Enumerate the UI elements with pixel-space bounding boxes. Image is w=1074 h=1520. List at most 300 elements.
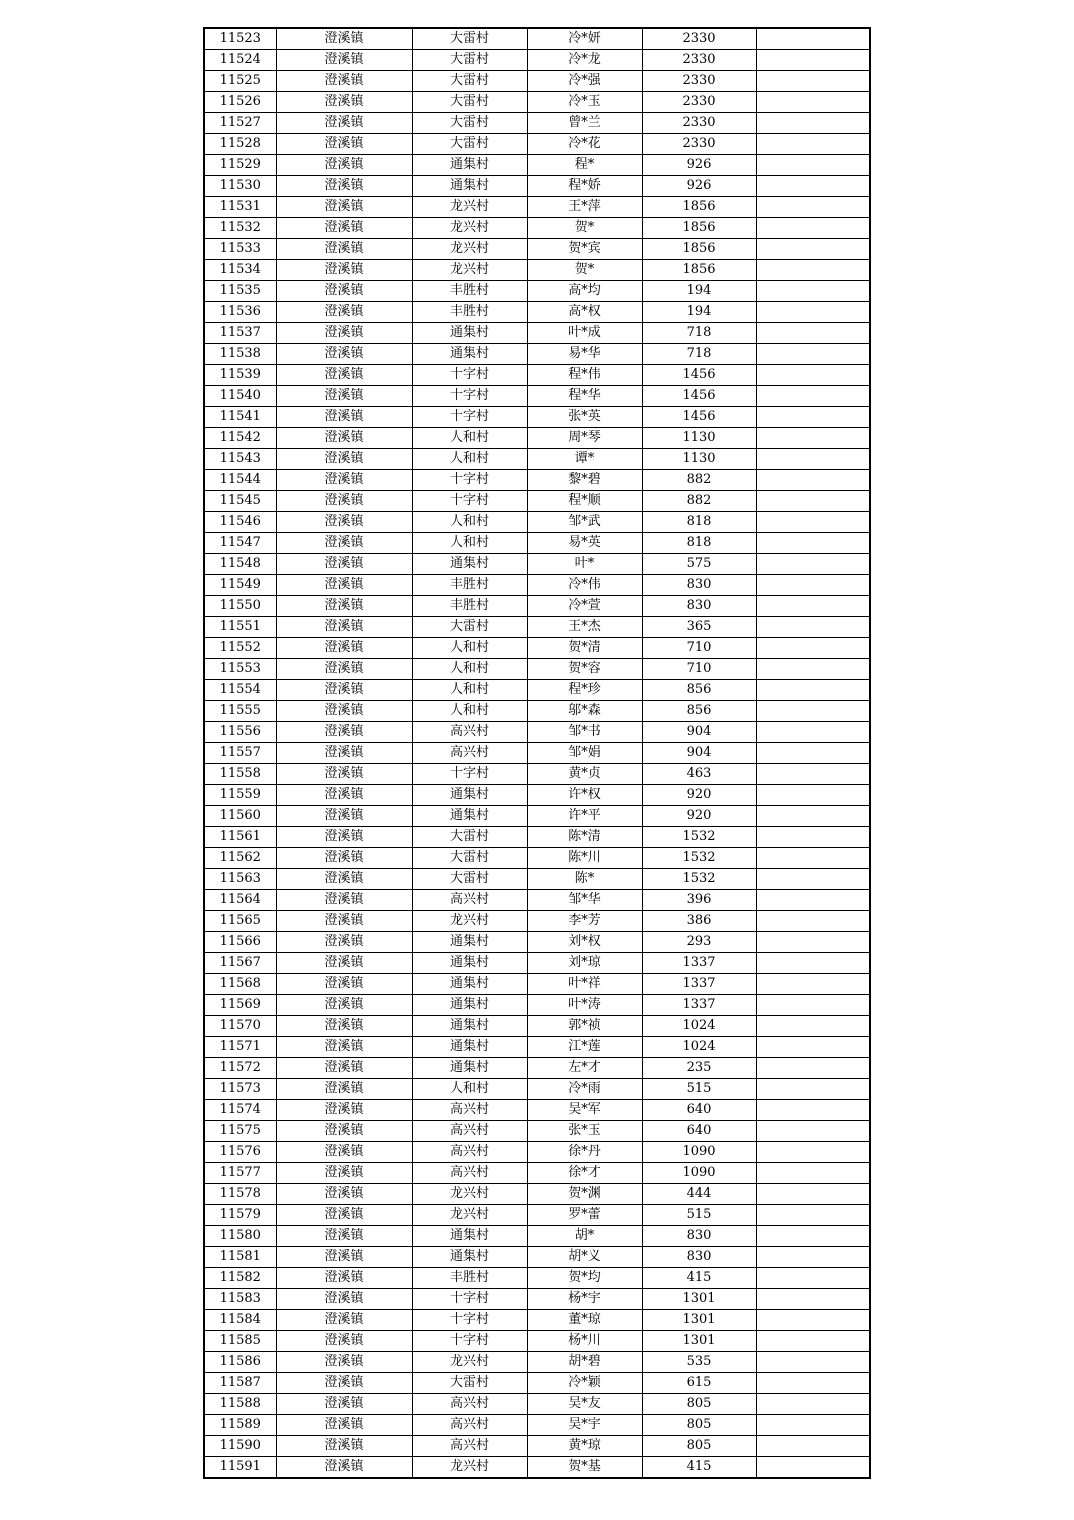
note-cell [756, 323, 870, 344]
town-cell: 澄溪镇 [276, 50, 412, 71]
amount-cell: 805 [642, 1415, 756, 1436]
row-number-cell: 11587 [204, 1373, 276, 1394]
name-cell: 王*萍 [527, 197, 642, 218]
table-row [204, 344, 870, 365]
table-row [204, 1457, 870, 1479]
note-cell [756, 386, 870, 407]
village-cell: 龙兴村 [412, 260, 527, 281]
village-cell: 十字村 [412, 470, 527, 491]
name-cell: 徐*才 [527, 1163, 642, 1184]
amount-cell: 920 [642, 806, 756, 827]
row-number-cell: 11591 [204, 1457, 276, 1479]
row-number-cell: 11546 [204, 512, 276, 533]
row-number-cell: 11569 [204, 995, 276, 1016]
note-cell [756, 407, 870, 428]
table-row [204, 1037, 870, 1058]
village-cell: 大雷村 [412, 134, 527, 155]
village-cell: 龙兴村 [412, 911, 527, 932]
name-cell: 胡*碧 [527, 1352, 642, 1373]
town-cell: 澄溪镇 [276, 1457, 412, 1479]
name-cell: 郭*祯 [527, 1016, 642, 1037]
village-cell: 通集村 [412, 1016, 527, 1037]
name-cell: 冷*颖 [527, 1373, 642, 1394]
town-cell: 澄溪镇 [276, 302, 412, 323]
table-row [204, 680, 870, 701]
table-row [204, 407, 870, 428]
amount-cell: 1532 [642, 869, 756, 890]
village-cell: 高兴村 [412, 1142, 527, 1163]
name-cell: 叶*祥 [527, 974, 642, 995]
name-cell: 吴*宇 [527, 1415, 642, 1436]
village-cell: 十字村 [412, 491, 527, 512]
note-cell [756, 134, 870, 155]
table-row [204, 1352, 870, 1373]
name-cell: 黄*琼 [527, 1436, 642, 1457]
note-cell [756, 239, 870, 260]
town-cell: 澄溪镇 [276, 743, 412, 764]
amount-cell: 830 [642, 1226, 756, 1247]
town-cell: 澄溪镇 [276, 1205, 412, 1226]
note-cell [756, 1226, 870, 1247]
amount-cell: 830 [642, 596, 756, 617]
row-number-cell: 11588 [204, 1394, 276, 1415]
amount-cell: 818 [642, 533, 756, 554]
town-cell: 澄溪镇 [276, 701, 412, 722]
row-number-cell: 11547 [204, 533, 276, 554]
town-cell: 澄溪镇 [276, 995, 412, 1016]
amount-cell: 818 [642, 512, 756, 533]
town-cell: 澄溪镇 [276, 1415, 412, 1436]
row-number-cell: 11567 [204, 953, 276, 974]
amount-cell: 2330 [642, 71, 756, 92]
table-row [204, 134, 870, 155]
village-cell: 通集村 [412, 974, 527, 995]
town-cell: 澄溪镇 [276, 1247, 412, 1268]
amount-cell: 1090 [642, 1163, 756, 1184]
town-cell: 澄溪镇 [276, 1352, 412, 1373]
town-cell: 澄溪镇 [276, 386, 412, 407]
row-number-cell: 11580 [204, 1226, 276, 1247]
note-cell [756, 1352, 870, 1373]
row-number-cell: 11585 [204, 1331, 276, 1352]
table-row [204, 638, 870, 659]
row-number-cell: 11570 [204, 1016, 276, 1037]
note-cell [756, 28, 870, 50]
row-number-cell: 11566 [204, 932, 276, 953]
name-cell: 高*权 [527, 302, 642, 323]
name-cell: 程*顺 [527, 491, 642, 512]
town-cell: 澄溪镇 [276, 1142, 412, 1163]
row-number-cell: 11555 [204, 701, 276, 722]
name-cell: 邹*武 [527, 512, 642, 533]
town-cell: 澄溪镇 [276, 911, 412, 932]
amount-cell: 365 [642, 617, 756, 638]
village-cell: 人和村 [412, 659, 527, 680]
village-cell: 人和村 [412, 533, 527, 554]
name-cell: 曾*兰 [527, 113, 642, 134]
name-cell: 胡*义 [527, 1247, 642, 1268]
amount-cell: 1532 [642, 848, 756, 869]
name-cell: 吴*友 [527, 1394, 642, 1415]
village-cell: 十字村 [412, 407, 527, 428]
row-number-cell: 11557 [204, 743, 276, 764]
table-row [204, 281, 870, 302]
village-cell: 人和村 [412, 638, 527, 659]
row-number-cell: 11575 [204, 1121, 276, 1142]
village-cell: 十字村 [412, 764, 527, 785]
town-cell: 澄溪镇 [276, 1058, 412, 1079]
table-row [204, 1226, 870, 1247]
town-cell: 澄溪镇 [276, 512, 412, 533]
village-cell: 高兴村 [412, 1121, 527, 1142]
amount-cell: 710 [642, 659, 756, 680]
table-row [204, 1121, 870, 1142]
name-cell: 程*珍 [527, 680, 642, 701]
village-cell: 大雷村 [412, 1373, 527, 1394]
note-cell [756, 911, 870, 932]
amount-cell: 415 [642, 1268, 756, 1289]
row-number-cell: 11533 [204, 239, 276, 260]
name-cell: 程*华 [527, 386, 642, 407]
amount-cell: 805 [642, 1436, 756, 1457]
name-cell: 贺*基 [527, 1457, 642, 1479]
name-cell: 李*芳 [527, 911, 642, 932]
note-cell [756, 1058, 870, 1079]
amount-cell: 1337 [642, 953, 756, 974]
name-cell: 董*琼 [527, 1310, 642, 1331]
row-number-cell: 11535 [204, 281, 276, 302]
note-cell [756, 50, 870, 71]
amount-cell: 1337 [642, 974, 756, 995]
village-cell: 人和村 [412, 449, 527, 470]
row-number-cell: 11534 [204, 260, 276, 281]
town-cell: 澄溪镇 [276, 407, 412, 428]
row-number-cell: 11552 [204, 638, 276, 659]
town-cell: 澄溪镇 [276, 974, 412, 995]
note-cell [756, 491, 870, 512]
town-cell: 澄溪镇 [276, 218, 412, 239]
row-number-cell: 11524 [204, 50, 276, 71]
village-cell: 通集村 [412, 1226, 527, 1247]
table-row [204, 302, 870, 323]
name-cell: 高*均 [527, 281, 642, 302]
table-row [204, 323, 870, 344]
note-cell [756, 680, 870, 701]
row-number-cell: 11528 [204, 134, 276, 155]
amount-cell: 194 [642, 302, 756, 323]
amount-cell: 830 [642, 1247, 756, 1268]
village-cell: 龙兴村 [412, 1457, 527, 1479]
name-cell: 冷*龙 [527, 50, 642, 71]
name-cell: 易*华 [527, 344, 642, 365]
name-cell: 程*伟 [527, 365, 642, 386]
town-cell: 澄溪镇 [276, 953, 412, 974]
town-cell: 澄溪镇 [276, 134, 412, 155]
table-row [204, 239, 870, 260]
village-cell: 人和村 [412, 701, 527, 722]
amount-cell: 640 [642, 1121, 756, 1142]
village-cell: 龙兴村 [412, 1352, 527, 1373]
name-cell: 罗*蕾 [527, 1205, 642, 1226]
amount-cell: 2330 [642, 134, 756, 155]
note-cell [756, 197, 870, 218]
table-row [204, 92, 870, 113]
village-cell: 高兴村 [412, 1436, 527, 1457]
name-cell: 刘*权 [527, 932, 642, 953]
note-cell [756, 575, 870, 596]
row-number-cell: 11571 [204, 1037, 276, 1058]
village-cell: 通集村 [412, 554, 527, 575]
row-number-cell: 11584 [204, 1310, 276, 1331]
village-cell: 龙兴村 [412, 1184, 527, 1205]
row-number-cell: 11532 [204, 218, 276, 239]
row-number-cell: 11559 [204, 785, 276, 806]
amount-cell: 882 [642, 491, 756, 512]
row-number-cell: 11544 [204, 470, 276, 491]
note-cell [756, 1037, 870, 1058]
table-row [204, 1310, 870, 1331]
amount-cell: 1130 [642, 428, 756, 449]
row-number-cell: 11540 [204, 386, 276, 407]
note-cell [756, 1163, 870, 1184]
note-cell [756, 1289, 870, 1310]
table-row [204, 50, 870, 71]
table-row [204, 743, 870, 764]
note-cell [756, 1373, 870, 1394]
note-cell [756, 932, 870, 953]
row-number-cell: 11537 [204, 323, 276, 344]
name-cell: 贺*容 [527, 659, 642, 680]
table-body [204, 28, 870, 1478]
table-row [204, 533, 870, 554]
row-number-cell: 11576 [204, 1142, 276, 1163]
note-cell [756, 1457, 870, 1479]
town-cell: 澄溪镇 [276, 1394, 412, 1415]
row-number-cell: 11549 [204, 575, 276, 596]
table-row [204, 1436, 870, 1457]
town-cell: 澄溪镇 [276, 1373, 412, 1394]
row-number-cell: 11527 [204, 113, 276, 134]
row-number-cell: 11525 [204, 71, 276, 92]
town-cell: 澄溪镇 [276, 1100, 412, 1121]
table-row [204, 806, 870, 827]
village-cell: 龙兴村 [412, 197, 527, 218]
amount-cell: 1532 [642, 827, 756, 848]
note-cell [756, 512, 870, 533]
village-cell: 十字村 [412, 386, 527, 407]
note-cell [756, 1100, 870, 1121]
amount-cell: 194 [642, 281, 756, 302]
town-cell: 澄溪镇 [276, 260, 412, 281]
village-cell: 通集村 [412, 176, 527, 197]
town-cell: 澄溪镇 [276, 596, 412, 617]
name-cell: 邬*森 [527, 701, 642, 722]
amount-cell: 856 [642, 701, 756, 722]
name-cell: 王*杰 [527, 617, 642, 638]
note-cell [756, 365, 870, 386]
village-cell: 十字村 [412, 1289, 527, 1310]
name-cell: 贺* [527, 260, 642, 281]
note-cell [756, 428, 870, 449]
row-number-cell: 11541 [204, 407, 276, 428]
table-row [204, 365, 870, 386]
town-cell: 澄溪镇 [276, 1079, 412, 1100]
table-row [204, 155, 870, 176]
village-cell: 大雷村 [412, 92, 527, 113]
amount-cell: 805 [642, 1394, 756, 1415]
row-number-cell: 11565 [204, 911, 276, 932]
note-cell [756, 470, 870, 491]
name-cell: 黎*碧 [527, 470, 642, 491]
town-cell: 澄溪镇 [276, 365, 412, 386]
town-cell: 澄溪镇 [276, 806, 412, 827]
table-row [204, 176, 870, 197]
amount-cell: 1856 [642, 239, 756, 260]
town-cell: 澄溪镇 [276, 1016, 412, 1037]
note-cell [756, 1079, 870, 1100]
note-cell [756, 785, 870, 806]
table-row [204, 28, 870, 50]
town-cell: 澄溪镇 [276, 722, 412, 743]
table-row [204, 911, 870, 932]
town-cell: 澄溪镇 [276, 764, 412, 785]
note-cell [756, 281, 870, 302]
name-cell: 陈*川 [527, 848, 642, 869]
amount-cell: 396 [642, 890, 756, 911]
name-cell: 江*莲 [527, 1037, 642, 1058]
village-cell: 丰胜村 [412, 575, 527, 596]
row-number-cell: 11530 [204, 176, 276, 197]
village-cell: 大雷村 [412, 827, 527, 848]
village-cell: 通集村 [412, 785, 527, 806]
amount-cell: 463 [642, 764, 756, 785]
table-row [204, 848, 870, 869]
name-cell: 邹*华 [527, 890, 642, 911]
table-row [204, 827, 870, 848]
note-cell [756, 155, 870, 176]
data-table [203, 27, 871, 1479]
row-number-cell: 11589 [204, 1415, 276, 1436]
row-number-cell: 11551 [204, 617, 276, 638]
row-number-cell: 11529 [204, 155, 276, 176]
note-cell [756, 533, 870, 554]
village-cell: 通集村 [412, 155, 527, 176]
name-cell: 程* [527, 155, 642, 176]
name-cell: 张*英 [527, 407, 642, 428]
note-cell [756, 218, 870, 239]
table-row [204, 890, 870, 911]
row-number-cell: 11568 [204, 974, 276, 995]
amount-cell: 1301 [642, 1289, 756, 1310]
name-cell: 冷*强 [527, 71, 642, 92]
amount-cell: 1456 [642, 407, 756, 428]
town-cell: 澄溪镇 [276, 680, 412, 701]
table-row [204, 995, 870, 1016]
row-number-cell: 11562 [204, 848, 276, 869]
table-row [204, 1415, 870, 1436]
note-cell [756, 869, 870, 890]
amount-cell: 904 [642, 743, 756, 764]
village-cell: 人和村 [412, 1079, 527, 1100]
amount-cell: 1856 [642, 218, 756, 239]
table-row [204, 428, 870, 449]
town-cell: 澄溪镇 [276, 491, 412, 512]
row-number-cell: 11572 [204, 1058, 276, 1079]
row-number-cell: 11526 [204, 92, 276, 113]
amount-cell: 535 [642, 1352, 756, 1373]
amount-cell: 415 [642, 1457, 756, 1479]
note-cell [756, 1310, 870, 1331]
row-number-cell: 11586 [204, 1352, 276, 1373]
name-cell: 冷*萱 [527, 596, 642, 617]
note-cell [756, 827, 870, 848]
row-number-cell: 11539 [204, 365, 276, 386]
note-cell [756, 71, 870, 92]
note-cell [756, 659, 870, 680]
note-cell [756, 113, 870, 134]
name-cell: 黄*贞 [527, 764, 642, 785]
amount-cell: 2330 [642, 113, 756, 134]
amount-cell: 710 [642, 638, 756, 659]
table-row [204, 71, 870, 92]
row-number-cell: 11553 [204, 659, 276, 680]
village-cell: 高兴村 [412, 722, 527, 743]
note-cell [756, 449, 870, 470]
village-cell: 人和村 [412, 428, 527, 449]
amount-cell: 293 [642, 932, 756, 953]
village-cell: 高兴村 [412, 1394, 527, 1415]
table-row [204, 1247, 870, 1268]
name-cell: 冷*雨 [527, 1079, 642, 1100]
village-cell: 十字村 [412, 1310, 527, 1331]
note-cell [756, 1121, 870, 1142]
village-cell: 大雷村 [412, 848, 527, 869]
table-row [204, 470, 870, 491]
town-cell: 澄溪镇 [276, 659, 412, 680]
row-number-cell: 11536 [204, 302, 276, 323]
table-row [204, 575, 870, 596]
row-number-cell: 11548 [204, 554, 276, 575]
amount-cell: 1024 [642, 1037, 756, 1058]
village-cell: 通集村 [412, 1037, 527, 1058]
amount-cell: 1856 [642, 197, 756, 218]
table-row [204, 449, 870, 470]
name-cell: 左*才 [527, 1058, 642, 1079]
row-number-cell: 11560 [204, 806, 276, 827]
table-row [204, 785, 870, 806]
row-number-cell: 11582 [204, 1268, 276, 1289]
village-cell: 人和村 [412, 680, 527, 701]
row-number-cell: 11573 [204, 1079, 276, 1100]
town-cell: 澄溪镇 [276, 554, 412, 575]
village-cell: 大雷村 [412, 113, 527, 134]
town-cell: 澄溪镇 [276, 281, 412, 302]
note-cell [756, 953, 870, 974]
village-cell: 大雷村 [412, 71, 527, 92]
name-cell: 叶*成 [527, 323, 642, 344]
village-cell: 通集村 [412, 1247, 527, 1268]
table-row [204, 1373, 870, 1394]
town-cell: 澄溪镇 [276, 1121, 412, 1142]
note-cell [756, 722, 870, 743]
table-row [204, 974, 870, 995]
table-row [204, 1331, 870, 1352]
row-number-cell: 11564 [204, 890, 276, 911]
amount-cell: 856 [642, 680, 756, 701]
amount-cell: 1456 [642, 386, 756, 407]
amount-cell: 718 [642, 323, 756, 344]
table-row [204, 659, 870, 680]
